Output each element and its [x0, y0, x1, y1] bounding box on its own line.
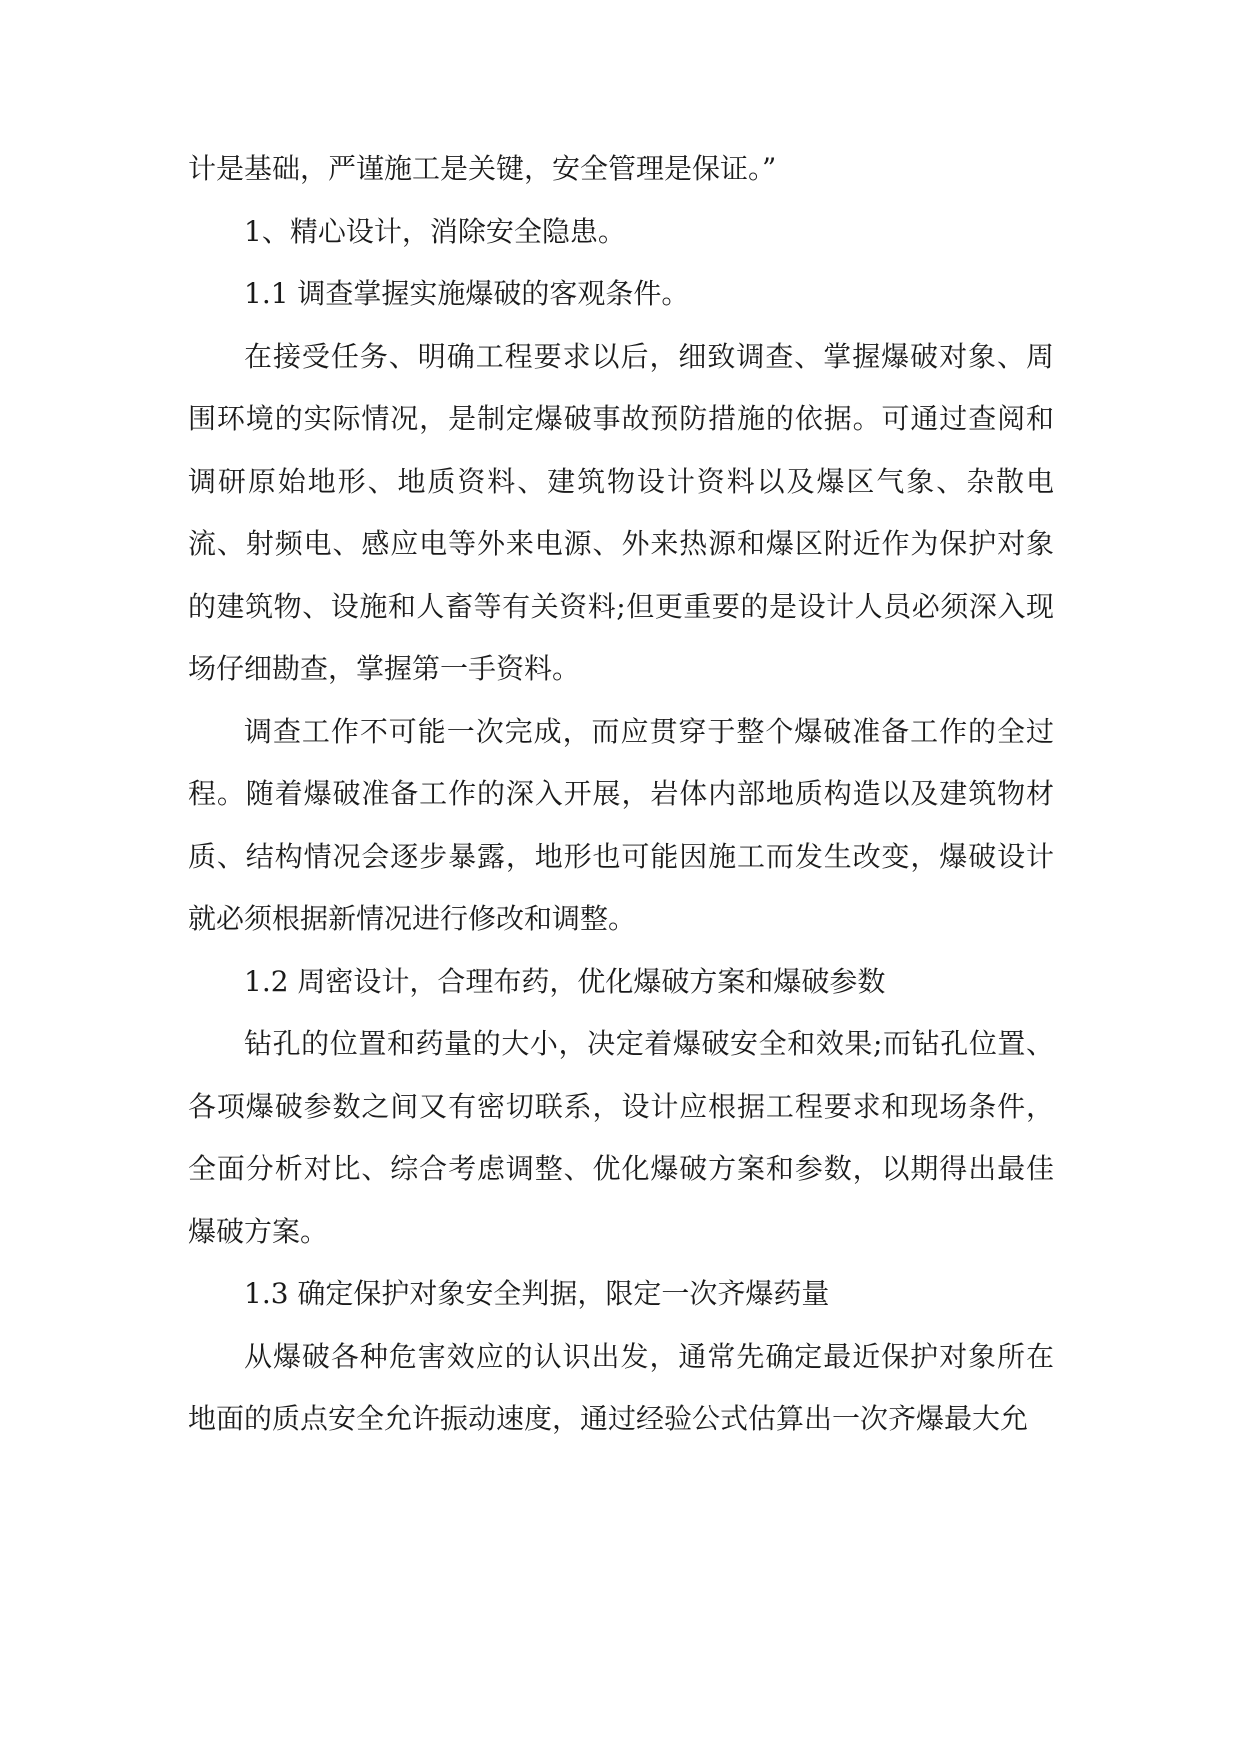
paragraph-investigation: 在接受任务、明确工程要求以后，细致调查、掌握爆破对象、周围环境的实际情况，是制定爆破事故预防措施的依据。可通过查阅和调研原始地形、地质资料、建筑物设计资料以及爆区气象、杂散电流、射频电、感应电等外来电源、外来热源和爆区附近作为保护对象的建筑物、设施和人畜等有关资料;但更重要的是设计人员必须深入现场仔细勘查，掌握第一手资料。 [188, 339, 1054, 685]
paragraph-continuation: 计是基础，严谨施工是关键，安全管理是保证。” [188, 152, 777, 185]
section-heading-1: 1、精心设计，消除安全隐患。 [244, 214, 626, 248]
section-heading-1-1: 1.1 调查掌握实施爆破的客观条件。 [244, 277, 690, 310]
paragraph-investigation-process: 调查工作不可能一次完成，而应贯穿于整个爆破准备工作的全过程。随着爆破准备工作的深入开展，岩体内部地质构造以及建筑物材质、结构情况会逐步暴露，地形也可能因施工而发生改变，爆破设计就必须根据新情况进行修改和调整。 [188, 714, 1054, 935]
document-body [188, 138, 1054, 1451]
paragraph-safety-criteria: 从爆破各种危害效应的认识出发，通常先确定最近保护对象所在地面的质点安全允许振动速度，通过经验公式估算出一次齐爆最大允 [188, 1339, 1054, 1435]
section-heading-1-3: 1.3 确定保护对象安全判据，限定一次齐爆药量 [244, 1277, 830, 1310]
paragraph-design: 钻孔的位置和药量的大小，决定着爆破安全和效果;而钻孔位置、各项爆破参数之间又有密切联系，设计应根据工程要求和现场条件，全面分析对比、综合考虑调整、优化爆破方案和参数，以期得出最佳爆破方案。 [188, 1027, 1054, 1248]
section-heading-1-2: 1.2 周密设计，合理布药，优化爆破方案和爆破参数 [244, 964, 886, 998]
